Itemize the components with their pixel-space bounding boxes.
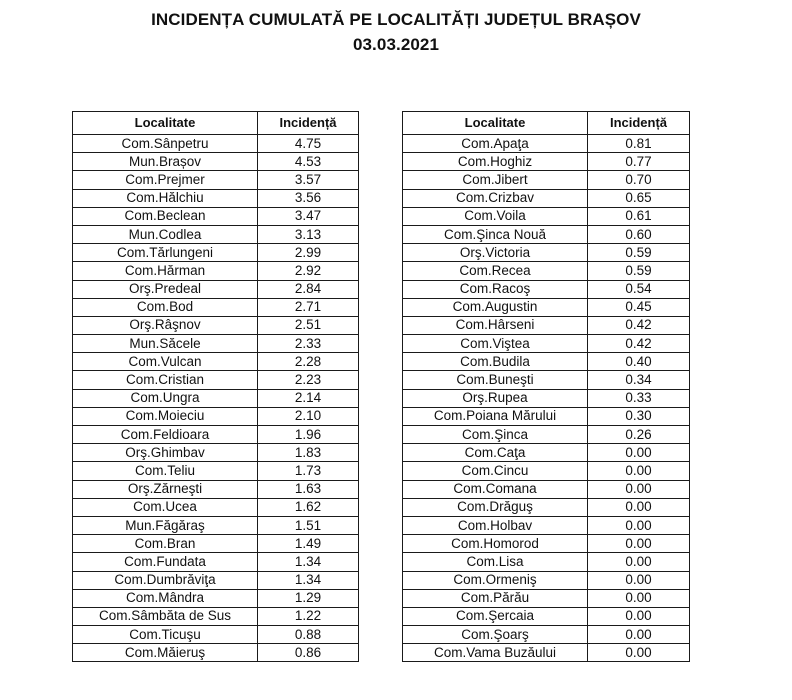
locality-cell: Com.Bran: [73, 535, 258, 553]
locality-cell: Orş.Ghimbav: [73, 444, 258, 462]
table-row: [73, 244, 359, 262]
incidence-table-left: [72, 111, 359, 662]
incidence-cell: 0.77: [588, 153, 690, 171]
incidence-cell: 0.00: [588, 444, 690, 462]
incidence-cell: 0.59: [588, 244, 690, 262]
table-row: [403, 207, 690, 225]
incidence-cell: 1.83: [258, 444, 359, 462]
incidence-cell: 1.34: [258, 571, 359, 589]
table-row: [73, 589, 359, 607]
table-row: [73, 371, 359, 389]
table-row: [403, 389, 690, 407]
table-header-row: [403, 112, 690, 135]
locality-cell: Com.Crizbav: [403, 189, 588, 207]
locality-cell: Com.Apaţa: [403, 135, 588, 153]
locality-cell: Com.Măieruş: [73, 644, 258, 662]
incidence-cell: 1.34: [258, 553, 359, 571]
table-row: [403, 426, 690, 444]
document-date: 03.03.2021: [352, 35, 440, 54]
table-row: [73, 225, 359, 243]
locality-cell: Com.Viştea: [403, 335, 588, 353]
incidence-cell: 0.61: [588, 207, 690, 225]
incidence-cell: 1.63: [258, 480, 359, 498]
incidence-cell: 0.00: [588, 571, 690, 589]
table-row: [73, 189, 359, 207]
locality-cell: Com.Bod: [73, 298, 258, 316]
locality-cell: Mun.Codlea: [73, 225, 258, 243]
incidence-cell: 1.96: [258, 426, 359, 444]
locality-cell: Com.Şinca: [403, 426, 588, 444]
table-row: [73, 353, 359, 371]
table-row: [73, 389, 359, 407]
locality-cell: Com.Şercaia: [403, 607, 588, 625]
table-row: [403, 225, 690, 243]
table-row: [403, 353, 690, 371]
incidence-cell: 2.33: [258, 335, 359, 353]
locality-cell: Com.Holbav: [403, 516, 588, 534]
locality-cell: Com.Comana: [403, 480, 588, 498]
locality-cell: Orş.Zărneşti: [73, 480, 258, 498]
locality-cell: Mun.Săcele: [73, 335, 258, 353]
table-row: [73, 280, 359, 298]
locality-cell: Com.Homorod: [403, 535, 588, 553]
locality-cell: Com.Jibert: [403, 171, 588, 189]
locality-cell: Com.Ticuşu: [73, 626, 258, 644]
locality-cell: Com.Racoş: [403, 280, 588, 298]
locality-cell: Com.Părău: [403, 589, 588, 607]
table-body-right: [403, 135, 690, 662]
table-row: [73, 153, 359, 171]
incidence-cell: 0.30: [588, 407, 690, 425]
locality-cell: Com.Ucea: [73, 498, 258, 516]
locality-cell: Com.Cincu: [403, 462, 588, 480]
table-row: [73, 462, 359, 480]
incidence-cell: 4.75: [258, 135, 359, 153]
table-row: [73, 335, 359, 353]
table-row: [403, 244, 690, 262]
locality-cell: Com.Voila: [403, 207, 588, 225]
incidence-cell: 3.47: [258, 207, 359, 225]
incidence-cell: 0.42: [588, 316, 690, 334]
locality-cell: Com.Hălchiu: [73, 189, 258, 207]
locality-cell: Com.Budila: [403, 353, 588, 371]
table-row: [73, 535, 359, 553]
incidence-cell: 1.62: [258, 498, 359, 516]
incidence-cell: 1.51: [258, 516, 359, 534]
locality-cell: Com.Vulcan: [73, 353, 258, 371]
table-row: [73, 207, 359, 225]
table-row: [403, 135, 690, 153]
table-row: [403, 589, 690, 607]
incidence-cell: 0.81: [588, 135, 690, 153]
locality-cell: Orş.Râşnov: [73, 316, 258, 334]
locality-cell: Com.Fundata: [73, 553, 258, 571]
incidence-cell: 0.26: [588, 426, 690, 444]
locality-cell: Com.Şoarş: [403, 626, 588, 644]
column-header-incidence: Incidență: [258, 112, 359, 135]
incidence-cell: 2.71: [258, 298, 359, 316]
locality-cell: Com.Dumbrăviţa: [73, 571, 258, 589]
incidence-cell: 0.00: [588, 498, 690, 516]
locality-cell: Com.Poiana Mărului: [403, 407, 588, 425]
incidence-cell: 0.00: [588, 644, 690, 662]
incidence-cell: 0.00: [588, 516, 690, 534]
locality-cell: Com.Buneşti: [403, 371, 588, 389]
locality-cell: Com.Feldioara: [73, 426, 258, 444]
locality-cell: Com.Caţa: [403, 444, 588, 462]
incidence-cell: 3.13: [258, 225, 359, 243]
table-row: [73, 498, 359, 516]
table-row: [403, 189, 690, 207]
locality-cell: Com.Ormeniş: [403, 571, 588, 589]
locality-cell: Com.Cristian: [73, 371, 258, 389]
locality-cell: Com.Sânpetru: [73, 135, 258, 153]
incidence-cell: 1.49: [258, 535, 359, 553]
table-row: [73, 298, 359, 316]
incidence-cell: 2.10: [258, 407, 359, 425]
locality-cell: Com.Ungra: [73, 389, 258, 407]
table-row: [403, 498, 690, 516]
locality-cell: Orş.Predeal: [73, 280, 258, 298]
incidence-cell: 0.00: [588, 553, 690, 571]
incidence-cell: 0.00: [588, 480, 690, 498]
table-row: [73, 626, 359, 644]
incidence-cell: 1.29: [258, 589, 359, 607]
table-row: [403, 462, 690, 480]
incidence-cell: 0.00: [588, 589, 690, 607]
table-row: [73, 553, 359, 571]
table-row: [73, 516, 359, 534]
column-header-locality: Localitate: [73, 112, 258, 135]
table-header-row: [73, 112, 359, 135]
locality-cell: Mun.Făgăraş: [73, 516, 258, 534]
locality-cell: Com.Hoghiz: [403, 153, 588, 171]
incidence-cell: 0.70: [588, 171, 690, 189]
incidence-cell: 1.73: [258, 462, 359, 480]
column-header-incidence: Incidență: [588, 112, 690, 135]
incidence-cell: 1.22: [258, 607, 359, 625]
locality-cell: Com.Şinca Nouă: [403, 225, 588, 243]
incidence-cell: 2.51: [258, 316, 359, 334]
table-row: [73, 407, 359, 425]
locality-cell: Com.Augustin: [403, 298, 588, 316]
incidence-cell: 0.60: [588, 225, 690, 243]
table-row: [403, 444, 690, 462]
incidence-cell: 2.23: [258, 371, 359, 389]
table-row: [403, 153, 690, 171]
locality-cell: Com.Tărlungeni: [73, 244, 258, 262]
incidence-cell: 0.86: [258, 644, 359, 662]
locality-cell: Com.Mândra: [73, 589, 258, 607]
incidence-cell: 2.84: [258, 280, 359, 298]
incidence-cell: 0.42: [588, 335, 690, 353]
locality-cell: Orş.Rupea: [403, 389, 588, 407]
locality-cell: Com.Prejmer: [73, 171, 258, 189]
table-row: [403, 516, 690, 534]
table-row: [73, 316, 359, 334]
locality-cell: Com.Vama Buzăului: [403, 644, 588, 662]
table-row: [403, 171, 690, 189]
table-row: [73, 480, 359, 498]
incidence-cell: 2.28: [258, 353, 359, 371]
locality-cell: Com.Hărman: [73, 262, 258, 280]
table-row: [403, 280, 690, 298]
locality-cell: Com.Beclean: [73, 207, 258, 225]
incidence-cell: 0.00: [588, 535, 690, 553]
document-title: INCIDENȚA CUMULATĂ PE LOCALITĂȚI JUDEȚUL BRAȘOV: [151, 10, 641, 29]
locality-cell: Com.Moieciu: [73, 407, 258, 425]
table-row: [73, 444, 359, 462]
incidence-cell: 0.34: [588, 371, 690, 389]
incidence-cell: 2.99: [258, 244, 359, 262]
incidence-cell: 0.65: [588, 189, 690, 207]
locality-cell: Com.Teliu: [73, 462, 258, 480]
table-row: [73, 426, 359, 444]
locality-cell: Com.Lisa: [403, 553, 588, 571]
incidence-cell: 3.57: [258, 171, 359, 189]
table-row: [73, 262, 359, 280]
table-row: [73, 644, 359, 662]
locality-cell: Com.Sâmbăta de Sus: [73, 607, 258, 625]
table-row: [403, 553, 690, 571]
incidence-cell: 3.56: [258, 189, 359, 207]
locality-cell: Com.Drăguş: [403, 498, 588, 516]
incidence-cell: 0.00: [588, 462, 690, 480]
locality-cell: Orş.Victoria: [403, 244, 588, 262]
incidence-cell: 0.00: [588, 626, 690, 644]
table-row: [403, 535, 690, 553]
table-row: [403, 571, 690, 589]
incidence-cell: 0.88: [258, 626, 359, 644]
incidence-table-right: [402, 111, 690, 662]
incidence-cell: 0.45: [588, 298, 690, 316]
table-row: [403, 335, 690, 353]
column-header-locality: Localitate: [403, 112, 588, 135]
incidence-cell: 0.54: [588, 280, 690, 298]
table-row: [403, 407, 690, 425]
table-row: [73, 607, 359, 625]
locality-cell: Com.Recea: [403, 262, 588, 280]
table-row: [403, 480, 690, 498]
table-row: [403, 626, 690, 644]
table-row: [73, 135, 359, 153]
table-row: [403, 644, 690, 662]
table-row: [73, 571, 359, 589]
table-row: [73, 171, 359, 189]
locality-cell: Com.Hârseni: [403, 316, 588, 334]
table-row: [403, 371, 690, 389]
incidence-cell: 4.53: [258, 153, 359, 171]
incidence-cell: 0.33: [588, 389, 690, 407]
table-row: [403, 262, 690, 280]
incidence-cell: 0.40: [588, 353, 690, 371]
incidence-cell: 2.14: [258, 389, 359, 407]
table-row: [403, 607, 690, 625]
table-body-left: [73, 135, 359, 662]
table-row: [403, 316, 690, 334]
incidence-cell: 0.00: [588, 607, 690, 625]
table-row: [403, 298, 690, 316]
locality-cell: Mun.Brașov: [73, 153, 258, 171]
incidence-cell: 2.92: [258, 262, 359, 280]
incidence-cell: 0.59: [588, 262, 690, 280]
